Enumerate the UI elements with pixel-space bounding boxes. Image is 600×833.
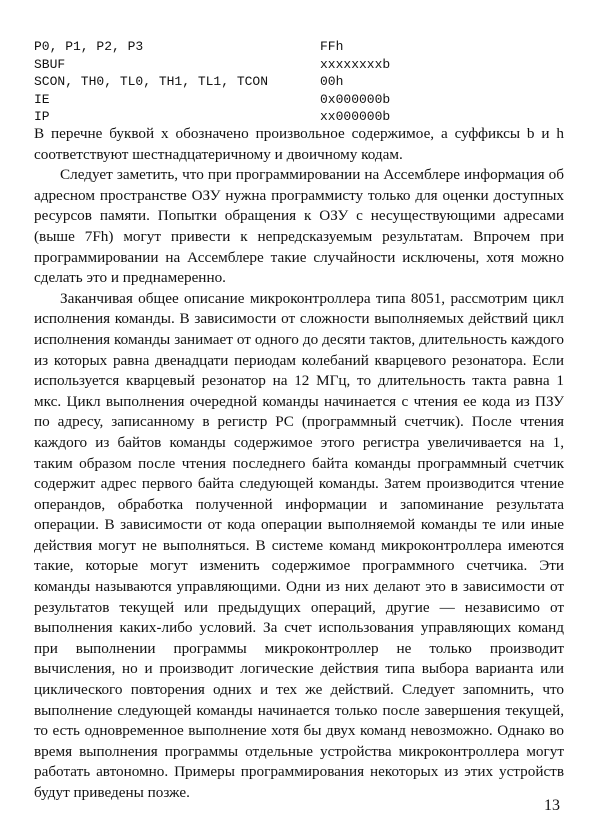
register-row [34,108,554,126]
register-value: xxxxxxxxb [320,56,391,72]
register-row [34,56,554,74]
register-value: FFh [320,39,344,54]
register-name: SBUF [34,56,66,72]
register-value: xx000000b [320,109,391,124]
register-name: P0, P1, P2, P3 [34,39,144,54]
register-row [34,91,554,109]
paragraph-ram-address-note: Следует заметить, что при программировании на Ассемблере информация об адресном пространстве ОЗУ нужна программисту только для оценки доступных ресурсов памяти. Попытки обращения к ОЗУ с несуществующими адресами (выше 7Fh) могут привести к непредсказуемым результатам. Впрочем при программировании на Ассемблере такие случайности исключены, хотя можно сделать это и преднамеренно. [34,166,564,287]
register-reset-values-table [34,38,554,126]
register-name: IE [34,91,50,107]
register-name: IP [34,109,50,124]
register-row [34,73,554,91]
body-text [34,124,564,804]
register-value: 0x000000b [320,91,391,107]
register-value: 00h [320,74,344,89]
register-name: SCON, TH0, TL0, TH1, TL1, TCON [34,74,269,89]
paragraph-legend-note: В перечне буквой x обозначено произвольное содержимое, а суффиксы b и h соответствуют шестнадцатеричному и двоичному кодам. [34,125,564,163]
page-number: 13 [544,797,560,814]
paragraph-instruction-cycle: Заканчивая общее описание микроконтроллера типа 8051, рассмотрим цикл исполнения команды. В зависимости от сложности выполняемых действий цикл исполнения команды занимает от одного до десяти тактов, длительность каждого из которых равна двенадцати периодам колебаний кварцевого резонатора. Если используется кварцевый резонатор на 12 МГц, то длительность такта равна 1 мкс. Цикл выполнения очередной команды начинается с чтения ее кода из ПЗУ по адресу, записанному в регистр PC (программный счетчик). После чтения каждого из байтов команды содержимое этого регистра увеличивается на 1, таким образом после чтения последнего байта команды программный счетчик содержит адрес первого байта следующей команды. Затем производится чтение операндов, обработка полученной информации и запоминание результата операции. В зависимости от кода операции выполняемой команды те или иные действия могут не выполняться. В системе команд микроконтроллера имеются такие, которые могут изменить содержимое программного счетчика. Эти команды называются управляющими. Одни из них делают это в зависимости от результатов текущей или предыдущих операций, другие — независимо от выполнения каких-либо условий. За счет использования управляющих команд при выполнении программы микроконтроллер не только производит вычисления, но и производит логические действия типа выбора варианта или циклического повторения одних и тех же действий. Следует запомнить, что выполнение следующей команды начинается только после завершения текущей, то есть одновременное выполнение хотя бы двух команд невозможно. Однако во время выполнения программы отдельные устройства микроконтроллера могут работать автономно. Примеры программирования некоторых из этих устройств будут приведены позже. [34,289,564,801]
register-row [34,38,554,56]
